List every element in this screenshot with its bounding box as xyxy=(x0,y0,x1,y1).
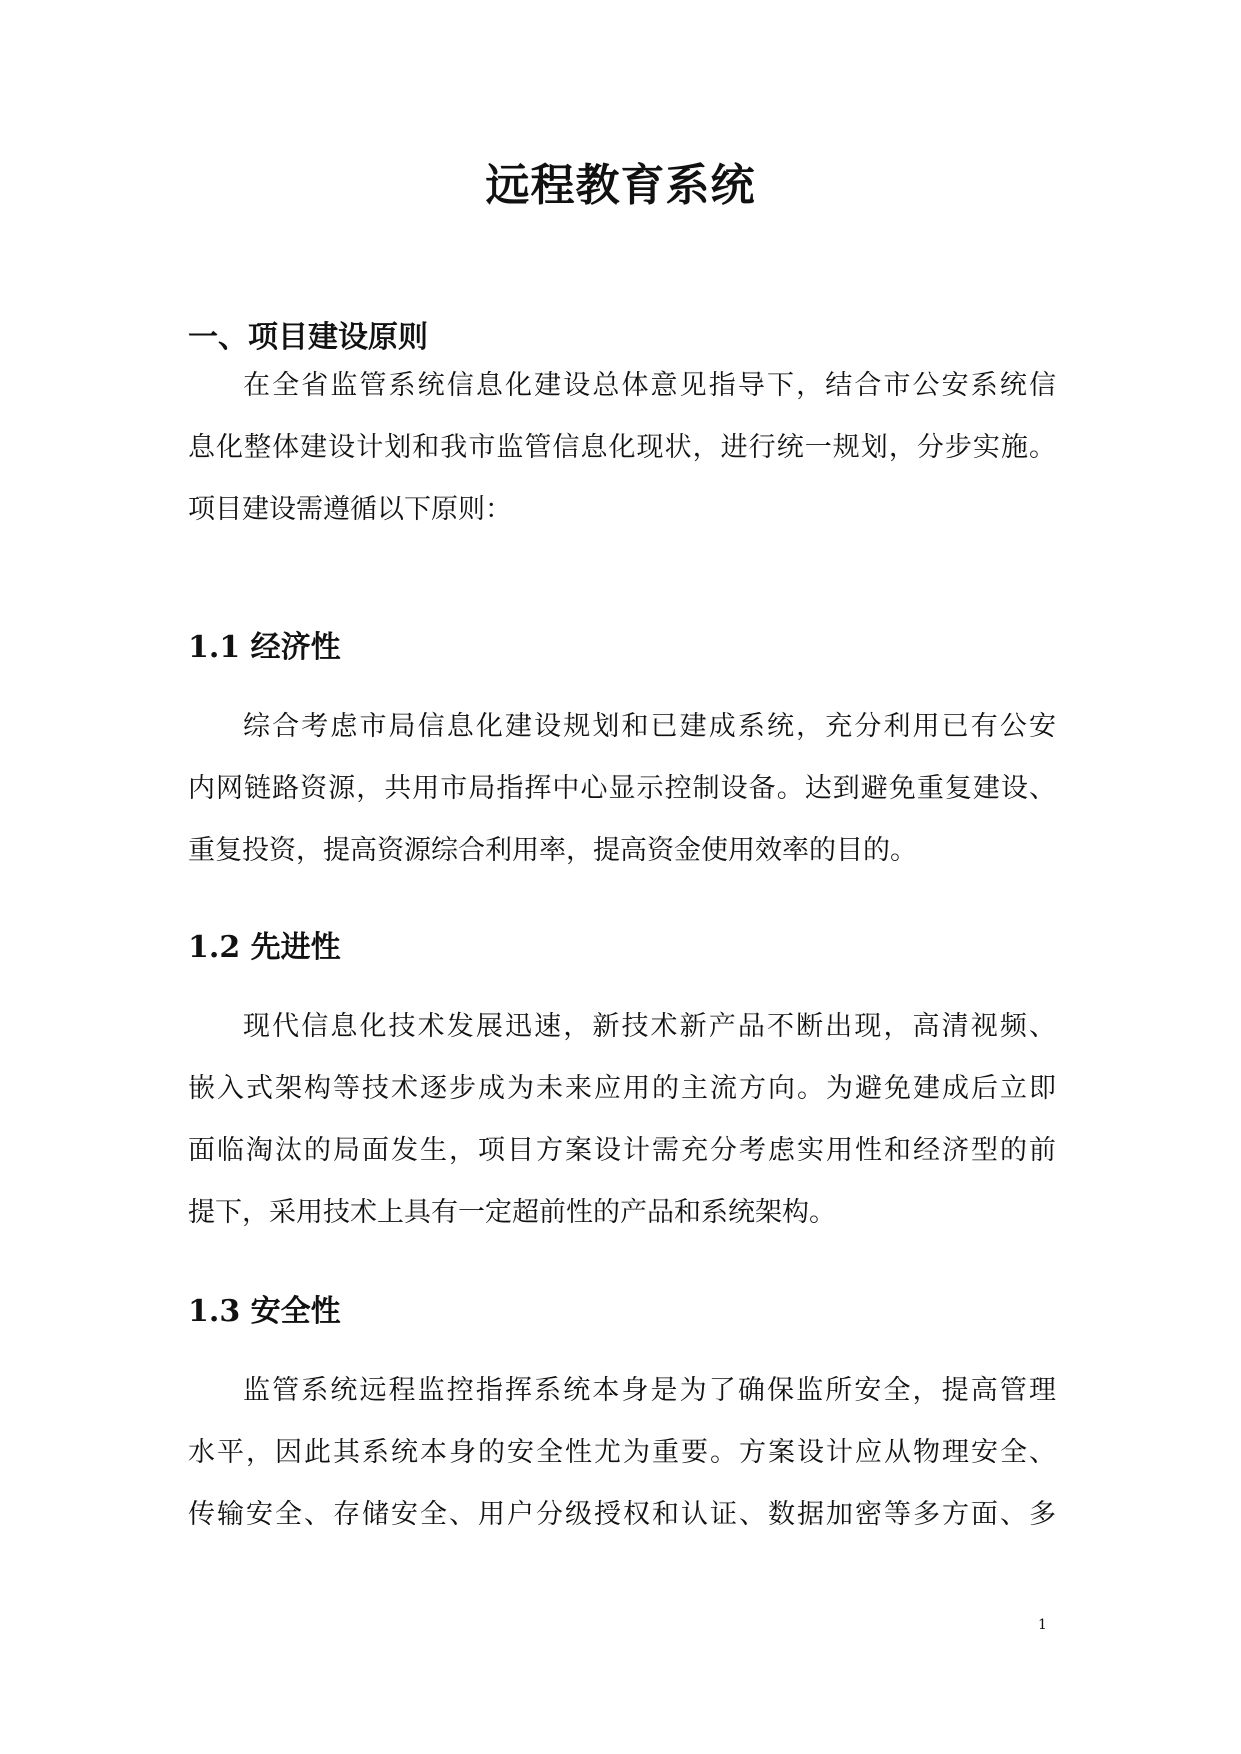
paragraph-advancement xyxy=(188,996,1056,1244)
paragraph-line: 面临淘汰的局面发生，项目方案设计需充分考虑实用性和经济型的前 xyxy=(188,1135,1056,1166)
paragraph-intro xyxy=(188,355,1056,541)
paragraph-security xyxy=(188,1360,1056,1546)
subsection-heading-advancement: 1.2 先进性 xyxy=(188,930,341,965)
document-title: 远程教育系统 xyxy=(485,160,756,211)
paragraph-line: 综合考虑市局信息化建设规划和已建成系统，充分利用已有公安 xyxy=(243,711,1056,742)
paragraph-line: 内网链路资源，共用市局指挥中心显示控制设备。达到避免重复建设、 xyxy=(188,773,1056,804)
paragraph-line: 项目建设需遵循以下原则： xyxy=(188,494,512,525)
paragraph-line: 监管系统远程监控指挥系统本身是为了确保监所安全，提高管理 xyxy=(243,1375,1056,1406)
paragraph-line: 在全省监管系统信息化建设总体意见指导下，结合市公安系统信 xyxy=(243,370,1056,401)
paragraph-economy xyxy=(188,696,1056,882)
page-number: 1 xyxy=(1038,1617,1047,1633)
paragraph-line: 嵌入式架构等技术逐步成为未来应用的主流方向。为避免建成后立即 xyxy=(188,1073,1056,1104)
paragraph-line: 息化整体建设计划和我市监管信息化现状，进行统一规划，分步实施。 xyxy=(188,432,1056,463)
paragraph-line: 水平，因此其系统本身的安全性尤为重要。方案设计应从物理安全、 xyxy=(188,1437,1056,1468)
subsection-heading-security: 1.3 安全性 xyxy=(188,1294,341,1329)
section-heading-principles: 一、项目建设原则 xyxy=(188,320,428,355)
paragraph-line: 提下，采用技术上具有一定超前性的产品和系统架构。 xyxy=(188,1197,836,1228)
paragraph-line: 现代信息化技术发展迅速，新技术新产品不断出现，高清视频、 xyxy=(243,1011,1056,1042)
paragraph-line: 传输安全、存储安全、用户分级授权和认证、数据加密等多方面、多 xyxy=(188,1499,1056,1530)
subsection-heading-economy: 1.1 经济性 xyxy=(188,630,341,665)
paragraph-line: 重复投资，提高资源综合利用率，提高资金使用效率的目的。 xyxy=(188,835,917,866)
